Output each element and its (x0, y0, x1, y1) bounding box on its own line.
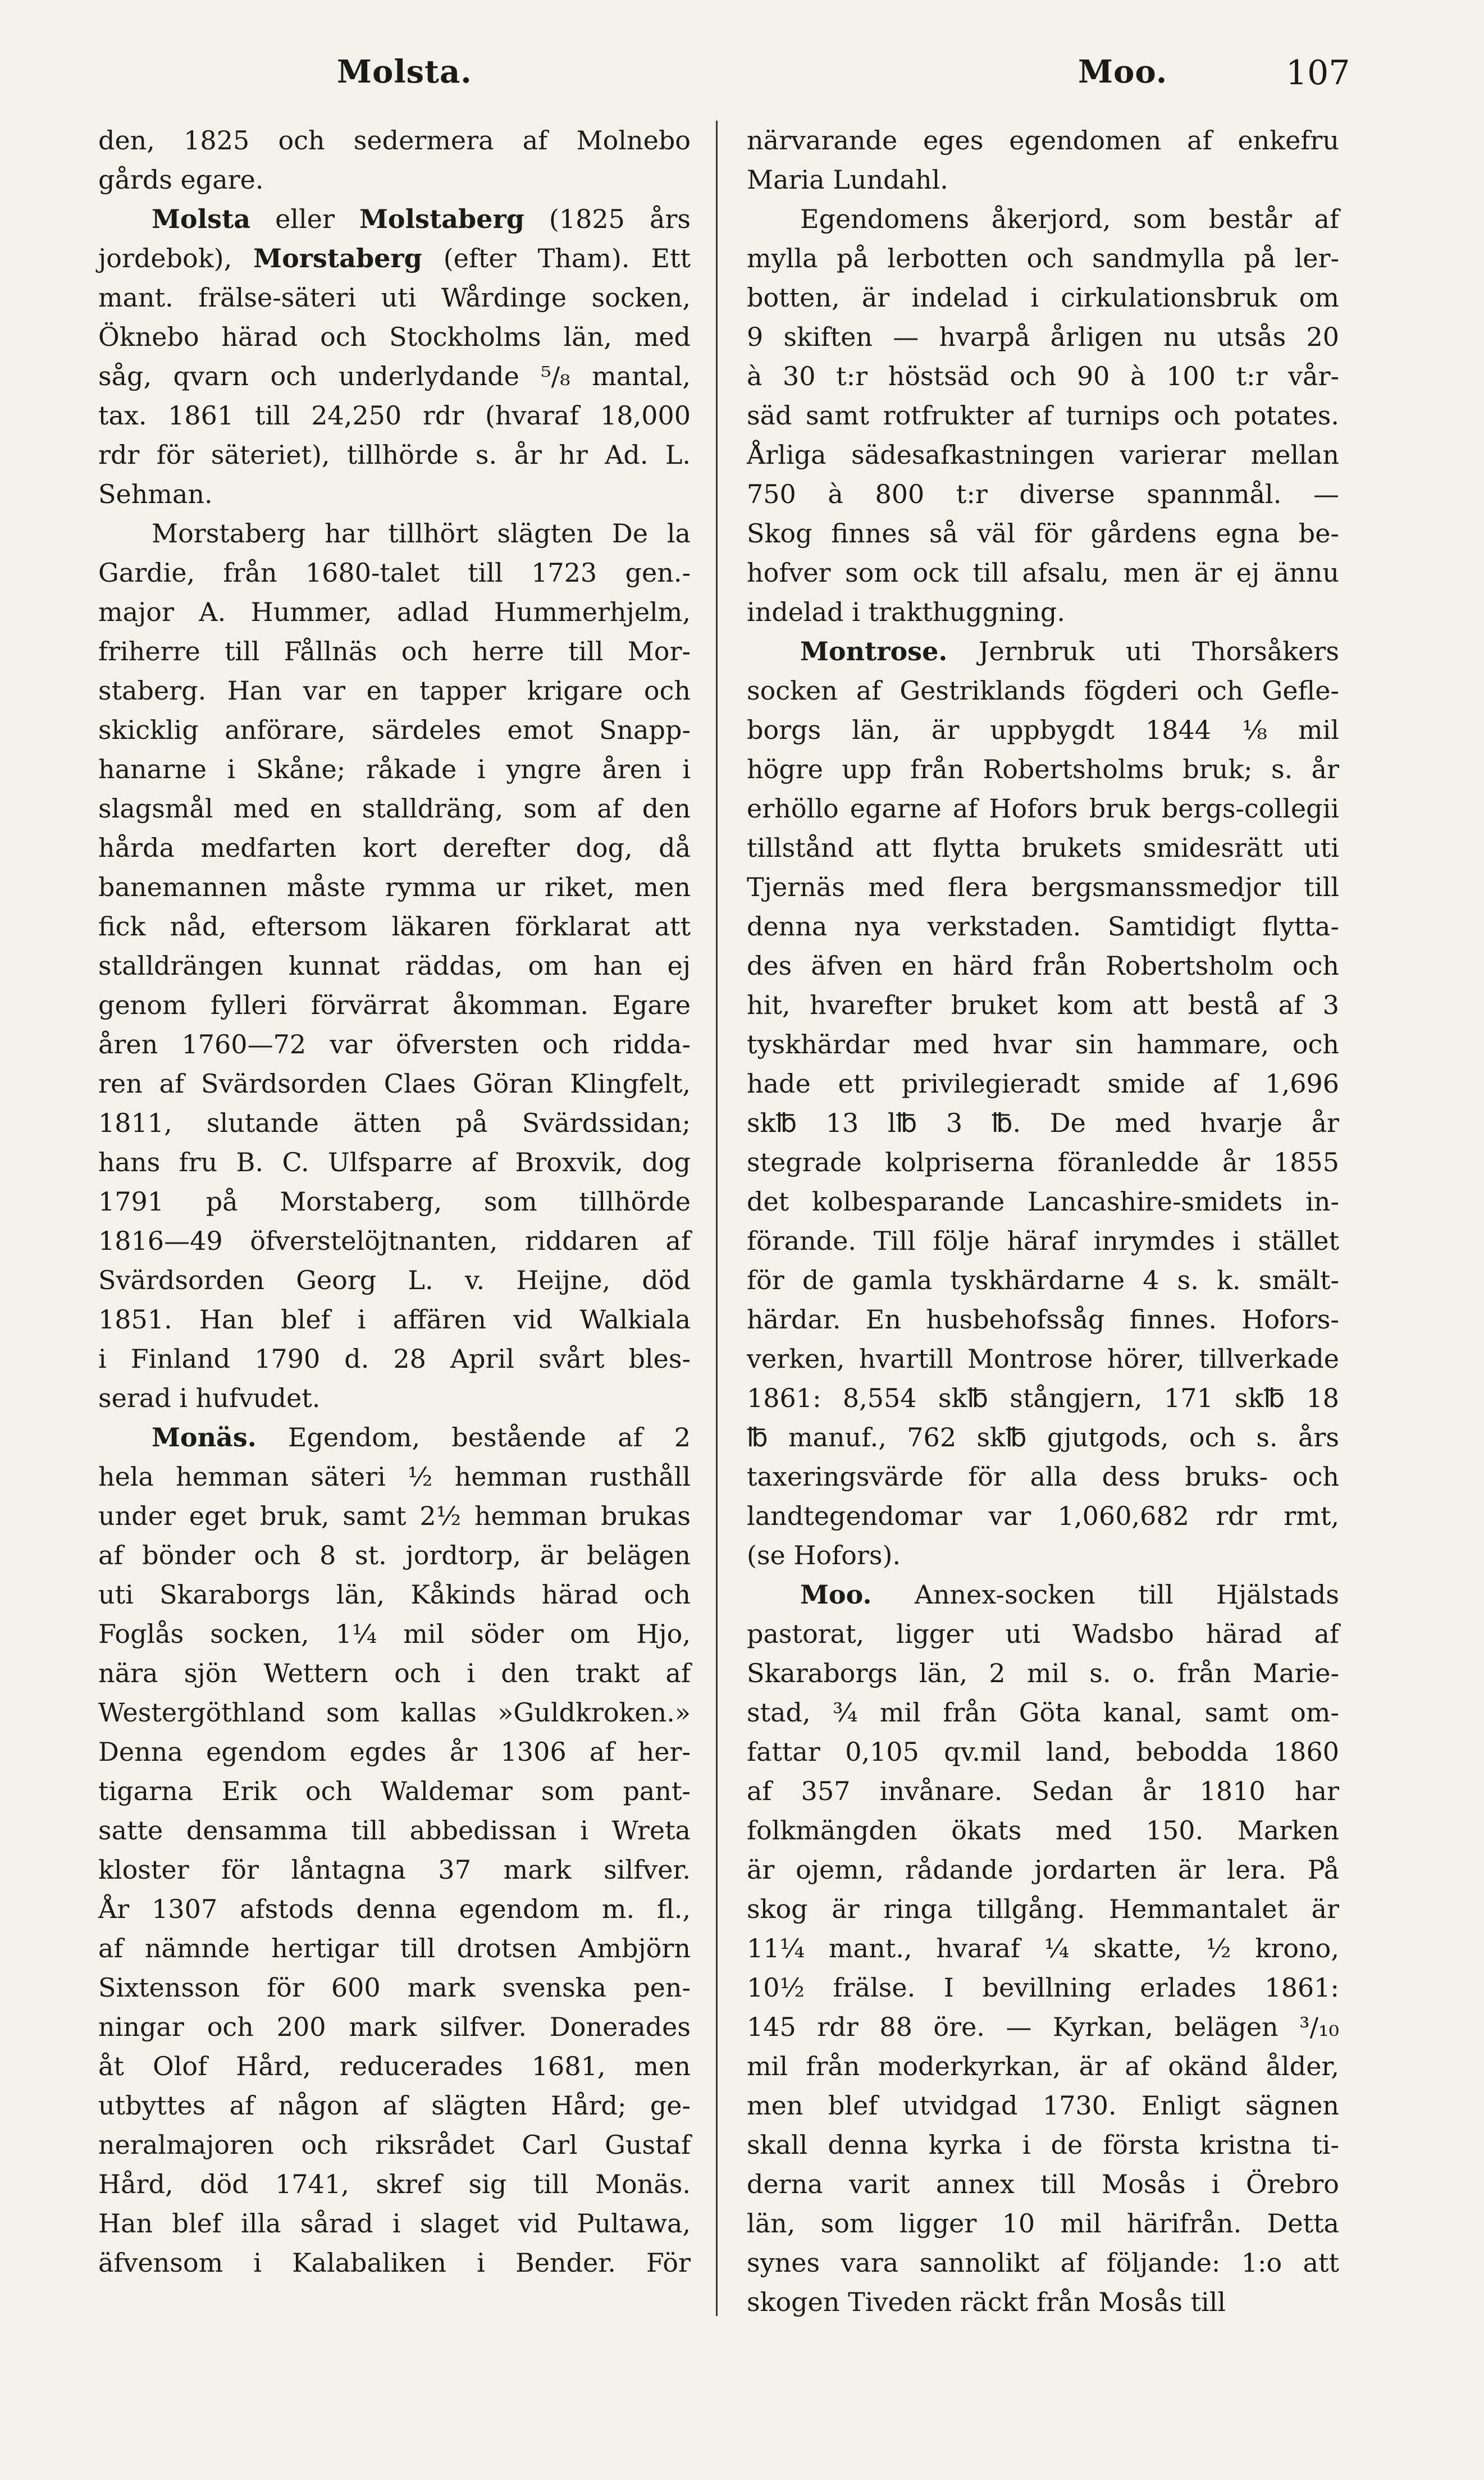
line-text: pastorat, ligger uti Wadsbo härad af (747, 1619, 1339, 1649)
text-line (747, 1182, 1339, 1221)
text-line (98, 1732, 691, 1771)
text-line (98, 317, 691, 357)
text-line (98, 2164, 691, 2204)
line-text: à 30 t:r höstsäd och 90 à 100 t:r vår- (747, 361, 1339, 391)
line-text: friherre till Fållnäs och herre till Mor- (98, 636, 691, 666)
text-line (747, 1614, 1339, 1654)
line-text: skall denna kyrka i de första kristna ti- (747, 2130, 1339, 2160)
right-column (747, 121, 1339, 2322)
line-text: folkmängden ökats med 150. Marken (747, 1815, 1339, 1846)
line-text: (efter Tham). Ett (422, 243, 691, 273)
line-text: stalldrängen kunnat räddas, om han ej (98, 951, 691, 981)
line-text: indelad i trakthuggning. (747, 597, 1065, 627)
line-text: närvarande eges egendomen af enkefru (747, 125, 1339, 156)
line-text: major A. Hummer, adlad Hummerhjelm, (98, 597, 691, 627)
text-line (747, 239, 1339, 278)
line-text: synes vara sannolikt af följande: 1:o att (747, 2248, 1339, 2278)
line-text: kloster för låntagna 37 mark silfver. (98, 1855, 691, 1885)
entry-lemma: Morstaberg (253, 243, 422, 273)
line-text: Skaraborgs län, 2 mil s. o. från Marie- (747, 1658, 1339, 1688)
text-line (747, 2125, 1339, 2164)
line-text: sk℔ 13 l℔ 3 ℔. De med hvarje år (747, 1108, 1339, 1138)
text-line (98, 1182, 691, 1221)
line-text: under eget bruk, samt 2½ hemman brukas (98, 1501, 691, 1531)
line-text: fattar 0,105 qv.mil land, bebodda 1860 (747, 1737, 1339, 1767)
text-line (98, 985, 691, 1025)
line-text: banemannen måste rymma ur riket, men (98, 872, 691, 902)
line-text: skogen Tiveden räckt från Mosås till (747, 2287, 1226, 2317)
text-line (747, 2086, 1339, 2125)
line-text: Morstaberg har tillhört slägten De la (152, 518, 691, 549)
line-text: serad i hufvudet. (98, 1383, 321, 1413)
text-line (98, 592, 691, 632)
line-text: landtegendomar var 1,060,682 rdr rmt, (747, 1501, 1339, 1531)
text-line (747, 514, 1339, 553)
line-text: 1791 på Morstaberg, som tillhörde (98, 1186, 691, 1217)
text-line (747, 789, 1339, 828)
text-line (747, 750, 1339, 789)
text-line (98, 750, 691, 789)
text-line (747, 1300, 1339, 1339)
text-line (98, 1929, 691, 1968)
text-line (98, 2047, 691, 2086)
text-line (747, 1693, 1339, 1732)
line-text: Han blef illa sårad i slaget vid Pultawa, (98, 2208, 691, 2239)
line-text: Maria Lundahl. (747, 165, 948, 195)
line-text: 1816—49 öfverstelöjtnanten, riddaren af (98, 1226, 691, 1256)
line-text: af bönder och 8 st. jordtorp, är belägen (98, 1540, 691, 1570)
text-line (747, 907, 1339, 946)
line-text: Egendomens åkerjord, som består af (800, 204, 1339, 234)
text-line (98, 2125, 691, 2164)
text-line (747, 2204, 1339, 2243)
line-text: skog är ringa tillgång. Hemmantalet är (747, 1894, 1339, 1924)
text-line (98, 553, 691, 592)
line-text: säd samt rotfrukter af turnips och potates. (747, 400, 1339, 431)
line-text: genom fylleri förvärrat åkomman. Egare (98, 990, 691, 1020)
line-text: hans fru B. C. Ulfsparre af Broxvik, dog (98, 1147, 691, 1177)
line-text: hela hemman säteri ½ hemman rusthåll (98, 1461, 691, 1492)
text-line (98, 396, 691, 435)
line-text: nära sjön Wettern och i den trakt af (98, 1658, 691, 1688)
line-text: 10½ frälse. I bevillning erlades 1861: (747, 1972, 1339, 2003)
text-line (98, 435, 691, 474)
line-text: jordebok), (98, 243, 254, 273)
text-line (747, 2007, 1339, 2047)
line-text: Westergöthland som kallas »Guldkroken.» (98, 1697, 691, 1728)
line-text: hit, hvarefter bruket kom att bestå af 3 (747, 990, 1339, 1020)
text-line (747, 985, 1339, 1025)
line-text: gårds egare. (98, 165, 264, 195)
text-line (98, 1143, 691, 1182)
line-text: mil från moderkyrkan, är af okänd ålder, (747, 2051, 1339, 2081)
line-text: åren 1760—72 var öfversten och ridda- (98, 1029, 691, 1059)
line-text: tigarna Erik och Waldemar som pant- (98, 1776, 691, 1806)
text-line (747, 2047, 1339, 2086)
line-text: borgs län, är uppbygdt 1844 ⅛ mil (747, 715, 1339, 745)
text-line (747, 828, 1339, 867)
text-line (747, 946, 1339, 985)
text-line (747, 710, 1339, 750)
text-line (98, 1693, 691, 1732)
text-line (98, 632, 691, 671)
running-head-left: Molsta. (337, 53, 472, 90)
text-line (747, 553, 1339, 592)
line-text: (se Hofors). (747, 1540, 901, 1570)
text-line (747, 317, 1339, 357)
line-text: ren af Svärdsorden Claes Göran Klingfelt, (98, 1068, 691, 1099)
text-line (98, 1889, 691, 1929)
line-text: Årliga sädesafkastningen varierar mellan (747, 440, 1339, 470)
line-text: 9 skiften — hvarpå årligen nu utsås 20 (747, 322, 1339, 352)
column-divider (716, 121, 718, 2316)
text-line (747, 592, 1339, 632)
line-text: staberg. Han var en tapper krigare och (98, 675, 691, 706)
line-text: åt Olof Hård, reducerades 1681, men (98, 2051, 691, 2081)
entry-lemma: Molsta (152, 204, 251, 234)
text-line (747, 1260, 1339, 1300)
text-line (747, 1418, 1339, 1457)
text-line (98, 1850, 691, 1889)
line-text: Tjernäs med flera bergsmanssmedjor till (747, 872, 1339, 902)
entry-lemma: Moo. (800, 1579, 872, 1610)
text-line (98, 789, 691, 828)
entry-lemma: Monäs. (152, 1422, 257, 1453)
text-line (747, 474, 1339, 514)
line-text: den, 1825 och sedermera af Molnebo (98, 125, 691, 156)
line-text: Svärdsorden Georg L. v. Heijne, död (98, 1265, 691, 1295)
text-line (747, 1536, 1339, 1575)
line-text: ningar och 200 mark silfver. Donerades (98, 2012, 691, 2042)
text-line (747, 1929, 1339, 1968)
text-line (98, 1457, 691, 1496)
line-text: socken af Gestriklands fögderi och Gefle- (747, 675, 1339, 706)
line-text: län, som ligger 10 mil härifrån. Detta (747, 2208, 1339, 2239)
line-text: hanarne i Skåne; råkade i yngre åren i (98, 754, 691, 784)
text-line (98, 2243, 691, 2282)
text-line (747, 1575, 1339, 1614)
line-text: Gardie, från 1680-talet till 1723 gen.- (98, 558, 691, 588)
line-text: eller (250, 204, 359, 234)
line-text: det kolbesparande Lancashire-smidets in- (747, 1186, 1339, 1217)
line-text: skicklig anförare, särdeles emot Snapp- (98, 715, 691, 745)
text-line (98, 1339, 691, 1378)
text-line (98, 1968, 691, 2007)
line-text: 1851. Han blef i affären vid Walkiala (98, 1304, 691, 1335)
line-text: Öknebo härad och Stockholms län, med (98, 322, 691, 352)
line-text: 1861: 8,554 sk℔ stångjern, 171 sk℔ 18 (747, 1383, 1339, 1413)
text-line (747, 1339, 1339, 1378)
text-line (98, 946, 691, 985)
text-line (747, 1811, 1339, 1850)
text-line (98, 1418, 691, 1457)
text-line (98, 1811, 691, 1850)
line-text: rdr för säteriet), tillhörde s. år hr Ad. L. (98, 440, 691, 470)
text-line (98, 1300, 691, 1339)
line-text: slagsmål med en stalldräng, som af den (98, 793, 691, 824)
text-line (747, 1221, 1339, 1260)
text-line (98, 1378, 691, 1418)
text-line (747, 357, 1339, 396)
line-text: förande. Till följe häraf inrymdes i stället (747, 1226, 1339, 1256)
text-line (98, 710, 691, 750)
text-line (747, 396, 1339, 435)
line-text: stegrade kolpriserna föranledde år 1855 (747, 1147, 1339, 1177)
text-line (98, 160, 691, 199)
text-line (747, 160, 1339, 199)
text-line (98, 357, 691, 396)
text-line (98, 867, 691, 907)
line-text: ℔ manuf., 762 sk℔ gjutgods, och s. års (747, 1422, 1339, 1453)
line-text: neralmajoren och riksrådet Carl Gustaf (98, 2130, 691, 2160)
text-line (747, 1850, 1339, 1889)
text-line (98, 514, 691, 553)
line-text: såg, qvarn och underlydande ⁵/₈ mantal, (98, 361, 691, 391)
line-text: (1825 års (524, 204, 691, 234)
text-line (747, 1025, 1339, 1064)
left-column (98, 121, 691, 2282)
text-line (98, 1260, 691, 1300)
line-text: uti Skaraborgs län, Kåkinds härad och (98, 1579, 691, 1610)
line-text: denna nya verkstaden. Samtidigt flytta- (747, 911, 1339, 942)
line-text: mant. frälse-säteri uti Wårdinge socken, (98, 282, 691, 313)
text-line (98, 671, 691, 710)
line-text: hofver som ock till afsalu, men är ej ännu (747, 558, 1339, 588)
line-text: Skog finnes så väl för gårdens egna be- (747, 518, 1339, 549)
line-text: Hård, död 1741, skref sig till Monäs. (98, 2169, 691, 2199)
text-line (747, 1771, 1339, 1811)
line-text: är ojemn, rådande jordarten är lera. På (747, 1855, 1339, 1885)
line-text: 1811, slutande ätten på Svärdssidan; (98, 1108, 691, 1138)
line-text: högre upp från Robertsholms bruk; s. år (747, 754, 1339, 784)
text-line (98, 1654, 691, 1693)
text-line (747, 1378, 1339, 1418)
text-line (747, 121, 1339, 160)
line-text: hårda medfarten kort derefter dog, då (98, 833, 691, 863)
line-text: utbyttes af någon af slägten Hård; ge- (98, 2090, 691, 2121)
text-line (98, 1614, 691, 1654)
text-line (98, 278, 691, 317)
line-text: Annex-socken till Hjälstads (871, 1579, 1339, 1610)
text-line (747, 671, 1339, 710)
entry-lemma: Molstaberg (359, 204, 524, 234)
text-line (747, 1457, 1339, 1496)
line-text: 11¼ mant., hvaraf ¼ skatte, ½ krono, (747, 1933, 1339, 1963)
line-text: fick nåd, eftersom läkaren förklarat att (98, 911, 691, 942)
text-line (747, 1732, 1339, 1771)
text-line (98, 2086, 691, 2125)
line-text: af nämnde hertigar till drotsen Ambjörn (98, 1933, 691, 1963)
line-text: men blef utvidgad 1730. Enligt sägnen (747, 2090, 1339, 2121)
line-text: mylla på lerbotten och sandmylla på ler- (747, 243, 1339, 273)
text-line (747, 1654, 1339, 1693)
text-line (98, 2204, 691, 2243)
line-text: verken, hvartill Montrose hörer, tillverkade (747, 1344, 1339, 1374)
text-line (98, 199, 691, 239)
line-text: 145 rdr 88 öre. — Kyrkan, belägen ³/₁₀ (747, 2012, 1339, 2042)
text-line (747, 2282, 1339, 2322)
text-line (98, 239, 691, 278)
line-text: tyskhärdar med hvar sin hammare, och (747, 1029, 1339, 1059)
text-line (98, 474, 691, 514)
line-text: hade ett privilegieradt smide af 1,696 (747, 1068, 1339, 1099)
text-line (747, 278, 1339, 317)
text-line (747, 632, 1339, 671)
line-text: Sehman. (98, 479, 213, 509)
text-line (98, 1025, 691, 1064)
line-text: af 357 invånare. Sedan år 1810 har (747, 1776, 1339, 1806)
line-text: Egendom, bestående af 2 (256, 1422, 691, 1453)
line-text: tax. 1861 till 24,250 rdr (hvaraf 18,000 (98, 400, 691, 431)
text-line (98, 121, 691, 160)
line-text: 750 à 800 t:r diverse spannmål. — (747, 479, 1339, 509)
line-text: Foglås socken, 1¼ mil söder om Hjo, (98, 1619, 691, 1649)
line-text: äfvensom i Kalabaliken i Bender. För (98, 2248, 691, 2278)
line-text: erhöllo egarne af Hofors bruk bergs-collegii (747, 793, 1339, 824)
line-text: År 1307 afstods denna egendom m. fl., (98, 1894, 691, 1924)
text-line (747, 1143, 1339, 1182)
text-line (98, 1536, 691, 1575)
running-head-right: Moo. (1078, 53, 1168, 90)
line-text: Sixtensson för 600 mark svenska pen- (98, 1972, 691, 2003)
line-text: taxeringsvärde för alla dess bruks- och (747, 1461, 1339, 1492)
text-line (98, 1496, 691, 1536)
text-line (747, 1889, 1339, 1929)
text-line (98, 907, 691, 946)
text-line (98, 2007, 691, 2047)
line-text: tillstånd att flytta brukets smidesrätt uti (747, 833, 1339, 863)
line-text: i Finland 1790 d. 28 April svårt bles- (98, 1344, 691, 1374)
text-line (98, 1221, 691, 1260)
text-line (747, 1496, 1339, 1536)
text-line (98, 828, 691, 867)
line-text: Denna egendom egdes år 1306 af her- (98, 1737, 691, 1767)
line-text: derna varit annex till Mosås i Örebro (747, 2169, 1339, 2199)
text-line (98, 1575, 691, 1614)
line-text: stad, ¾ mil från Göta kanal, samt om- (747, 1697, 1339, 1728)
text-line (747, 1103, 1339, 1143)
line-text: botten, är indelad i cirkulationsbruk om (747, 282, 1339, 313)
text-line (98, 1771, 691, 1811)
text-line (747, 1968, 1339, 2007)
line-text: satte densamma till abbedissan i Wreta (98, 1815, 691, 1846)
line-text: för de gamla tyskhärdarne 4 s. k. smält- (747, 1265, 1339, 1295)
text-line (747, 2164, 1339, 2204)
line-text: des äfven en härd från Robertsholm och (747, 951, 1339, 981)
text-line (98, 1064, 691, 1103)
entry-lemma: Montrose. (800, 636, 948, 666)
line-text: härdar. En husbehofssåg finnes. Hofors- (747, 1304, 1339, 1335)
text-line (747, 1064, 1339, 1103)
line-text: Jernbruk uti Thorsåkers (947, 636, 1339, 666)
text-line (747, 199, 1339, 239)
text-line (747, 435, 1339, 474)
text-line (747, 867, 1339, 907)
text-line (747, 2243, 1339, 2282)
page-number: 107 (1286, 53, 1350, 93)
text-line (98, 1103, 691, 1143)
